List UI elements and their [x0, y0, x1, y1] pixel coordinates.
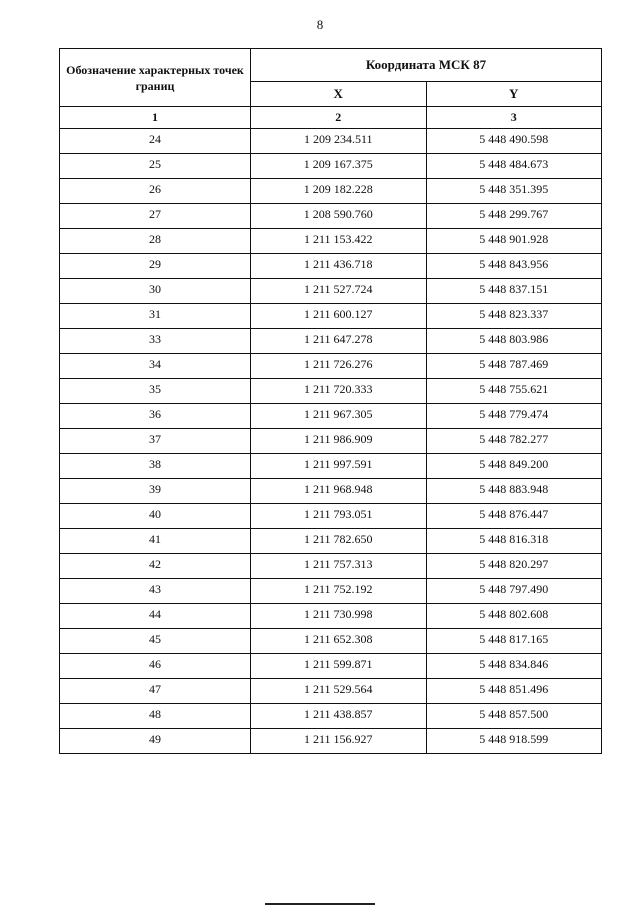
y-coordinate-cell: 5 448 484.673 — [426, 154, 602, 179]
header-designation: Обозначение характерных точек границ — [60, 49, 251, 107]
x-coordinate-cell: 1 211 793.051 — [251, 504, 427, 529]
x-coordinate-cell: 1 209 234.511 — [251, 129, 427, 154]
x-coordinate-cell: 1 211 986.909 — [251, 429, 427, 454]
column-number: 2 — [251, 107, 427, 129]
point-id-cell: 34 — [60, 354, 251, 379]
y-coordinate-cell: 5 448 823.337 — [426, 304, 602, 329]
point-id-cell: 33 — [60, 329, 251, 354]
point-id-cell: 39 — [60, 479, 251, 504]
point-id-cell: 26 — [60, 179, 251, 204]
y-coordinate-cell: 5 448 834.846 — [426, 654, 602, 679]
point-id-cell: 35 — [60, 379, 251, 404]
point-id-cell: 27 — [60, 204, 251, 229]
point-id-cell: 41 — [60, 529, 251, 554]
point-id-cell: 47 — [60, 679, 251, 704]
point-id-cell: 37 — [60, 429, 251, 454]
table-row — [60, 704, 602, 729]
point-id-cell: 43 — [60, 579, 251, 604]
table-row — [60, 579, 602, 604]
x-coordinate-cell: 1 211 730.998 — [251, 604, 427, 629]
y-coordinate-cell: 5 448 802.608 — [426, 604, 602, 629]
y-coordinate-cell: 5 448 817.165 — [426, 629, 602, 654]
y-coordinate-cell: 5 448 299.767 — [426, 204, 602, 229]
point-id-cell: 29 — [60, 254, 251, 279]
point-id-cell: 42 — [60, 554, 251, 579]
x-coordinate-cell: 1 211 153.422 — [251, 229, 427, 254]
point-id-cell: 30 — [60, 279, 251, 304]
x-coordinate-cell: 1 211 757.313 — [251, 554, 427, 579]
page-number: 8 — [316, 17, 324, 32]
table-row — [60, 354, 602, 379]
table-row — [60, 254, 602, 279]
table-row — [60, 604, 602, 629]
point-id-cell: 31 — [60, 304, 251, 329]
y-coordinate-cell: 5 448 851.496 — [426, 679, 602, 704]
point-id-cell: 25 — [60, 154, 251, 179]
x-coordinate-cell: 1 209 167.375 — [251, 154, 427, 179]
point-id-cell: 28 — [60, 229, 251, 254]
x-coordinate-cell: 1 211 652.308 — [251, 629, 427, 654]
y-coordinate-cell: 5 448 351.395 — [426, 179, 602, 204]
column-number: 1 — [60, 107, 251, 129]
y-coordinate-cell: 5 448 918.599 — [426, 729, 602, 754]
y-coordinate-cell: 5 448 782.277 — [426, 429, 602, 454]
x-coordinate-cell: 1 211 438.857 — [251, 704, 427, 729]
point-id-cell: 46 — [60, 654, 251, 679]
y-coordinate-cell: 5 448 837.151 — [426, 279, 602, 304]
column-number: 3 — [426, 107, 602, 129]
point-id-cell: 45 — [60, 629, 251, 654]
x-coordinate-cell: 1 211 968.948 — [251, 479, 427, 504]
table-row — [60, 554, 602, 579]
table-row — [60, 529, 602, 554]
table-row — [60, 429, 602, 454]
coordinates-table — [59, 48, 602, 754]
table-row — [60, 229, 602, 254]
y-coordinate-cell: 5 448 849.200 — [426, 454, 602, 479]
x-coordinate-cell: 1 209 182.228 — [251, 179, 427, 204]
x-coordinate-cell: 1 211 720.333 — [251, 379, 427, 404]
table-row — [60, 679, 602, 704]
table-row — [60, 479, 602, 504]
point-id-cell: 49 — [60, 729, 251, 754]
y-coordinate-cell: 5 448 779.474 — [426, 404, 602, 429]
table-row — [60, 129, 602, 154]
table-row — [60, 504, 602, 529]
point-id-cell: 38 — [60, 454, 251, 479]
x-coordinate-cell: 1 211 156.927 — [251, 729, 427, 754]
table-row — [60, 329, 602, 354]
x-coordinate-cell: 1 211 600.127 — [251, 304, 427, 329]
x-coordinate-cell: 1 211 782.650 — [251, 529, 427, 554]
table-row — [60, 154, 602, 179]
table-row — [60, 379, 602, 404]
x-coordinate-cell: 1 211 726.276 — [251, 354, 427, 379]
table-row — [60, 454, 602, 479]
table-row — [60, 179, 602, 204]
table-row — [60, 279, 602, 304]
column-number-row — [60, 107, 602, 129]
x-coordinate-cell: 1 211 967.305 — [251, 404, 427, 429]
table-row — [60, 204, 602, 229]
table-row — [60, 654, 602, 679]
point-id-cell: 36 — [60, 404, 251, 429]
y-coordinate-cell: 5 448 857.500 — [426, 704, 602, 729]
y-coordinate-cell: 5 448 803.986 — [426, 329, 602, 354]
table-row — [60, 404, 602, 429]
header-x: X — [251, 82, 427, 107]
point-id-cell: 48 — [60, 704, 251, 729]
y-coordinate-cell: 5 448 787.469 — [426, 354, 602, 379]
y-coordinate-cell: 5 448 816.318 — [426, 529, 602, 554]
x-coordinate-cell: 1 208 590.760 — [251, 204, 427, 229]
y-coordinate-cell: 5 448 820.297 — [426, 554, 602, 579]
point-id-cell: 40 — [60, 504, 251, 529]
x-coordinate-cell: 1 211 997.591 — [251, 454, 427, 479]
y-coordinate-cell: 5 448 843.956 — [426, 254, 602, 279]
x-coordinate-cell: 1 211 647.278 — [251, 329, 427, 354]
header-y: Y — [426, 82, 602, 107]
table-row — [60, 304, 602, 329]
table-row — [60, 729, 602, 754]
x-coordinate-cell: 1 211 599.871 — [251, 654, 427, 679]
x-coordinate-cell: 1 211 527.724 — [251, 279, 427, 304]
x-coordinate-cell: 1 211 529.564 — [251, 679, 427, 704]
x-coordinate-cell: 1 211 752.192 — [251, 579, 427, 604]
table-row — [60, 629, 602, 654]
point-id-cell: 44 — [60, 604, 251, 629]
header-coordinate: Координата МСК 87 — [251, 49, 602, 82]
y-coordinate-cell: 5 448 901.928 — [426, 229, 602, 254]
point-id-cell: 24 — [60, 129, 251, 154]
x-coordinate-cell: 1 211 436.718 — [251, 254, 427, 279]
y-coordinate-cell: 5 448 490.598 — [426, 129, 602, 154]
y-coordinate-cell: 5 448 797.490 — [426, 579, 602, 604]
y-coordinate-cell: 5 448 883.948 — [426, 479, 602, 504]
y-coordinate-cell: 5 448 755.621 — [426, 379, 602, 404]
y-coordinate-cell: 5 448 876.447 — [426, 504, 602, 529]
